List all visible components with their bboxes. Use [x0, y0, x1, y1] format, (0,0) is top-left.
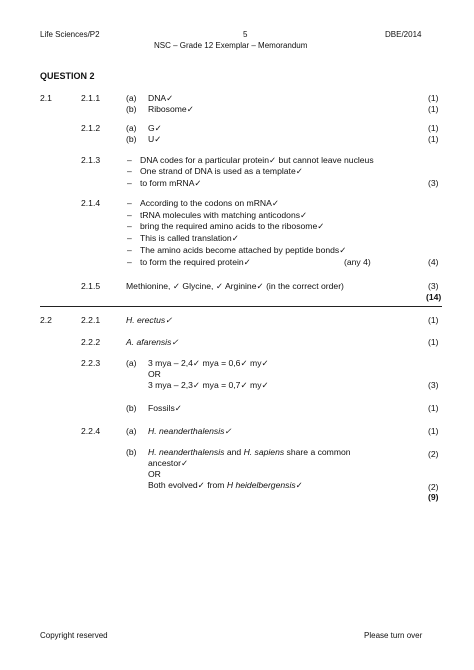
answer-text: DNA✓: [148, 93, 174, 103]
tick-mark: ✓: [295, 480, 303, 490]
answer-line: [148, 448, 351, 457]
footer-copyright: Copyright reserved: [40, 631, 108, 640]
bullet-dash: –: [127, 245, 132, 255]
answer-line: According to the codons on mRNA✓: [140, 198, 280, 208]
answer-line: 3 mya – 2,3✓ mya = 0,7✓ my✓: [148, 380, 269, 390]
answer-line: A. afarensis✓: [126, 337, 179, 347]
bullet-dash: –: [127, 221, 132, 231]
option-label: (a): [126, 426, 137, 436]
answer-line: 3 mya – 2,4✓ mya = 0,6✓ my✓: [148, 358, 269, 368]
subtotal-mark: (14): [426, 292, 442, 302]
option-label: (b): [126, 134, 137, 144]
or-label: OR: [148, 369, 161, 379]
question-number: 2.1.3: [81, 155, 101, 165]
bullet-dash: –: [127, 210, 132, 220]
any-note: (any 4): [344, 257, 371, 267]
mark: (1): [428, 104, 439, 114]
answer-line: to form the required protein✓: [140, 257, 251, 267]
mark: (3): [428, 281, 439, 291]
question-number: 2.2: [40, 315, 52, 325]
connector-text: share a common: [284, 447, 351, 457]
question-number: 2.2.2: [81, 337, 101, 347]
option-label: (a): [126, 123, 137, 133]
question-number: 2.2.3: [81, 358, 101, 368]
mark: (1): [428, 403, 439, 413]
species-name: H. sapiens: [243, 447, 285, 457]
question-number: 2.1.4: [81, 198, 101, 208]
answer-text: U✓: [148, 134, 162, 144]
option-label: (b): [126, 104, 137, 114]
mark: (1): [428, 426, 439, 436]
or-label: OR: [148, 469, 161, 479]
question-number: 2.2.4: [81, 426, 101, 436]
mark: (1): [428, 134, 439, 144]
answer-line: H. neanderthalensis✓: [148, 426, 232, 436]
option-label: (b): [126, 447, 137, 457]
question-number: 2.2.1: [81, 315, 101, 325]
answer-text: Ribosome✓: [148, 104, 194, 114]
connector-text: Both evolved✓ from: [148, 480, 227, 490]
header-page-number: 5: [243, 30, 248, 39]
question-number: 2.1: [40, 93, 52, 103]
mark: (3): [428, 178, 439, 188]
option-label: (b): [126, 403, 137, 413]
option-label: (a): [126, 93, 137, 103]
mark: (2): [428, 482, 439, 492]
header-subtitle: NSC – Grade 12 Exemplar – Memorandum: [154, 41, 308, 50]
answer-line: bring the required amino acids to the ribosome✓: [140, 221, 325, 231]
answer-line: ancestor✓: [148, 458, 189, 468]
answer-line: DNA codes for a particular protein✓ but cannot leave nucleus: [140, 155, 374, 165]
question-number: 2.1.1: [81, 93, 101, 103]
mark: (1): [428, 315, 439, 325]
answer-line: H. erectus✓: [126, 315, 173, 325]
bullet-dash: –: [127, 178, 132, 188]
bullet-dash: –: [127, 198, 132, 208]
answer-line: Methionine, ✓ Glycine, ✓ Arginine✓ (in the correct order): [126, 281, 344, 291]
answer-line: [148, 481, 303, 490]
answer-line: to form mRNA✓: [140, 178, 202, 188]
question-title: QUESTION 2: [40, 71, 95, 81]
species-name: H heidelbergensis: [226, 480, 296, 490]
bullet-dash: –: [127, 155, 132, 165]
option-label: (a): [126, 358, 137, 368]
footer-turn-over: Please turn over: [364, 631, 423, 640]
mark: (4): [428, 257, 439, 267]
subtotal-mark: (9): [428, 492, 439, 502]
question-number: 2.1.5: [81, 281, 101, 291]
bullet-dash: –: [127, 233, 132, 243]
mark: (1): [428, 93, 439, 103]
answer-line: Fossils✓: [148, 403, 182, 413]
answer-line: tRNA molecules with matching anticodons✓: [140, 210, 308, 220]
connector-text: and: [224, 447, 244, 457]
answer-line: One strand of DNA is used as a template✓: [140, 166, 303, 176]
answer-line: The amino acids become attached by peptide bonds✓: [140, 245, 347, 255]
question-number: 2.1.2: [81, 123, 101, 133]
answer-line: This is called translation✓: [140, 233, 239, 243]
header-code: DBE/2014: [385, 30, 422, 39]
mark: (1): [428, 123, 439, 133]
section-divider: [40, 306, 442, 307]
mark: (3): [428, 380, 439, 390]
mark: (1): [428, 337, 439, 347]
mark: (2): [428, 449, 439, 459]
answer-text: G✓: [148, 123, 162, 133]
header-subject: Life Sciences/P2: [40, 30, 100, 39]
bullet-dash: –: [127, 257, 132, 267]
bullet-dash: –: [127, 166, 132, 176]
species-name: H. neanderthalensis: [148, 447, 225, 457]
